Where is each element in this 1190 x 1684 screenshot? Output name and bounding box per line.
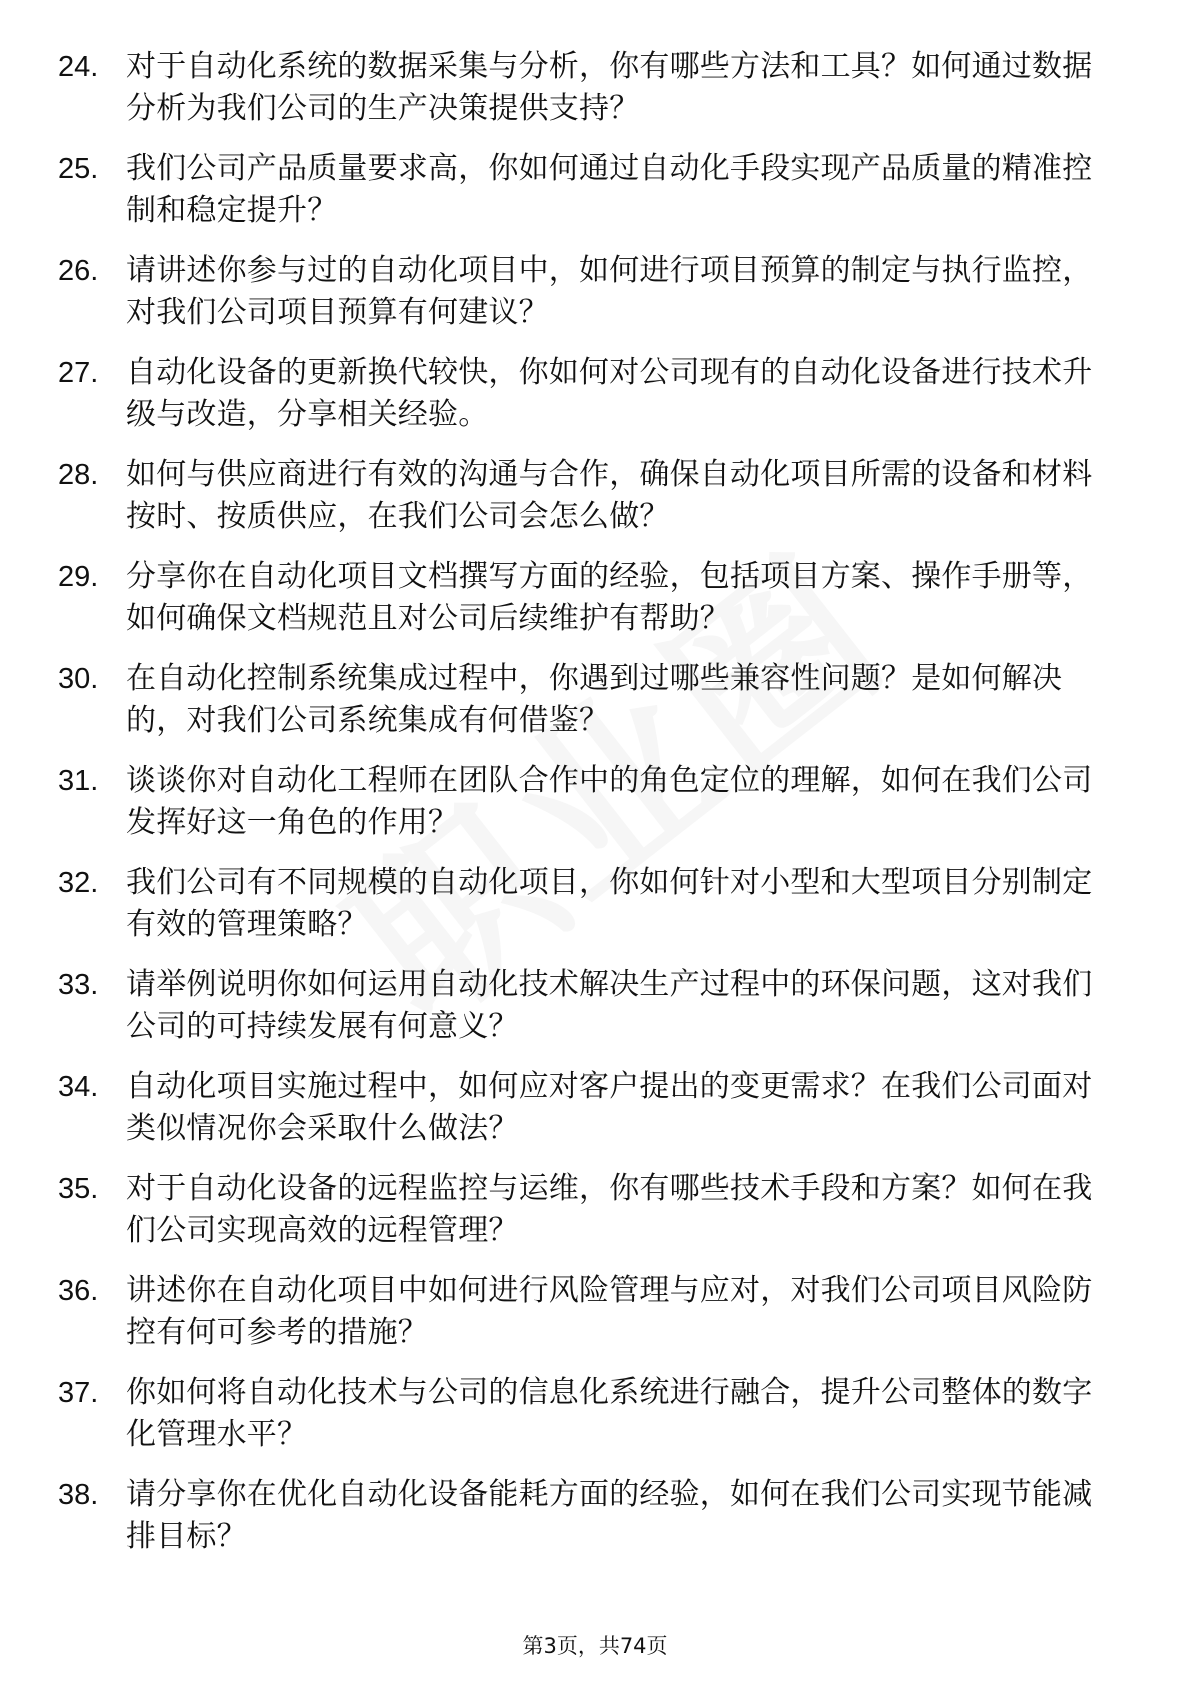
question-item-27 (58, 352, 1118, 454)
question-item-32 (58, 862, 1118, 964)
question-text: 自动化设备的更新换代较快，你如何对公司现有的自动化设备进行技术升级与改造，分享相关经验。 (126, 355, 1093, 432)
question-text: 你如何将自动化技术与公司的信息化系统进行融合，提升公司整体的数字化管理水平？ (126, 1375, 1093, 1452)
question-number: 33. (58, 969, 99, 1001)
question-number: 26. (58, 255, 99, 287)
question-text: 我们公司有不同规模的自动化项目，你如何针对小型和大型项目分别制定有效的管理策略？ (126, 865, 1093, 942)
question-text: 我们公司产品质量要求高，你如何通过自动化手段实现产品质量的精准控制和稳定提升？ (126, 151, 1093, 228)
question-number: 37. (58, 1377, 99, 1409)
question-number: 34. (58, 1071, 99, 1103)
question-number: 31. (58, 765, 99, 797)
question-text: 对于自动化系统的数据采集与分析，你有哪些方法和工具？如何通过数据分析为我们公司的生产决策提供支持？ (126, 49, 1093, 126)
page-footer: 第3页，共74页 (522, 1634, 668, 1658)
question-text: 谈谈你对自动化工程师在团队合作中的角色定位的理解，如何在我们公司发挥好这一角色的作用？ (126, 763, 1093, 840)
question-number: 24. (58, 51, 99, 83)
question-text: 对于自动化设备的远程监控与运维，你有哪些技术手段和方案？如何在我们公司实现高效的远程管理？ (126, 1171, 1093, 1248)
question-text: 讲述你在自动化项目中如何进行风险管理与应对，对我们公司项目风险防控有何可参考的措施？ (126, 1273, 1093, 1350)
question-item-34 (58, 1066, 1118, 1168)
question-list (58, 46, 1118, 1576)
question-item-36 (58, 1270, 1118, 1372)
question-number: 28. (58, 459, 99, 491)
question-item-30 (58, 658, 1118, 760)
question-number: 32. (58, 867, 99, 899)
question-item-24 (58, 46, 1118, 148)
question-text: 请举例说明你如何运用自动化技术解决生产过程中的环保问题，这对我们公司的可持续发展有何意义？ (126, 967, 1093, 1044)
question-item-31 (58, 760, 1118, 862)
question-number: 29. (58, 561, 99, 593)
question-text: 自动化项目实施过程中，如何应对客户提出的变更需求？在我们公司面对类似情况你会采取什么做法？ (126, 1069, 1093, 1146)
question-text: 请讲述你参与过的自动化项目中，如何进行项目预算的制定与执行监控，对我们公司项目预算有何建议？ (126, 253, 1093, 330)
question-number: 27. (58, 357, 99, 389)
question-text: 如何与供应商进行有效的沟通与合作，确保自动化项目所需的设备和材料按时、按质供应，在我们公司会怎么做？ (126, 457, 1093, 534)
question-item-35 (58, 1168, 1118, 1270)
question-item-37 (58, 1372, 1118, 1474)
question-item-38 (58, 1474, 1118, 1576)
question-number: 36. (58, 1275, 99, 1307)
question-item-33 (58, 964, 1118, 1066)
question-number: 25. (58, 153, 99, 185)
question-number: 35. (58, 1173, 99, 1205)
question-text: 在自动化控制系统集成过程中，你遇到过哪些兼容性问题？是如何解决的，对我们公司系统集成有何借鉴？ (126, 661, 1063, 738)
question-item-26 (58, 250, 1118, 352)
question-item-28 (58, 454, 1118, 556)
question-text: 请分享你在优化自动化设备能耗方面的经验，如何在我们公司实现节能减排目标？ (126, 1477, 1093, 1554)
question-item-29 (58, 556, 1118, 658)
question-number: 30. (58, 663, 99, 695)
question-item-25 (58, 148, 1118, 250)
question-text: 分享你在自动化项目文档撰写方面的经验，包括项目方案、操作手册等，如何确保文档规范且对公司后续维护有帮助？ (126, 559, 1093, 636)
question-number: 38. (58, 1479, 99, 1511)
